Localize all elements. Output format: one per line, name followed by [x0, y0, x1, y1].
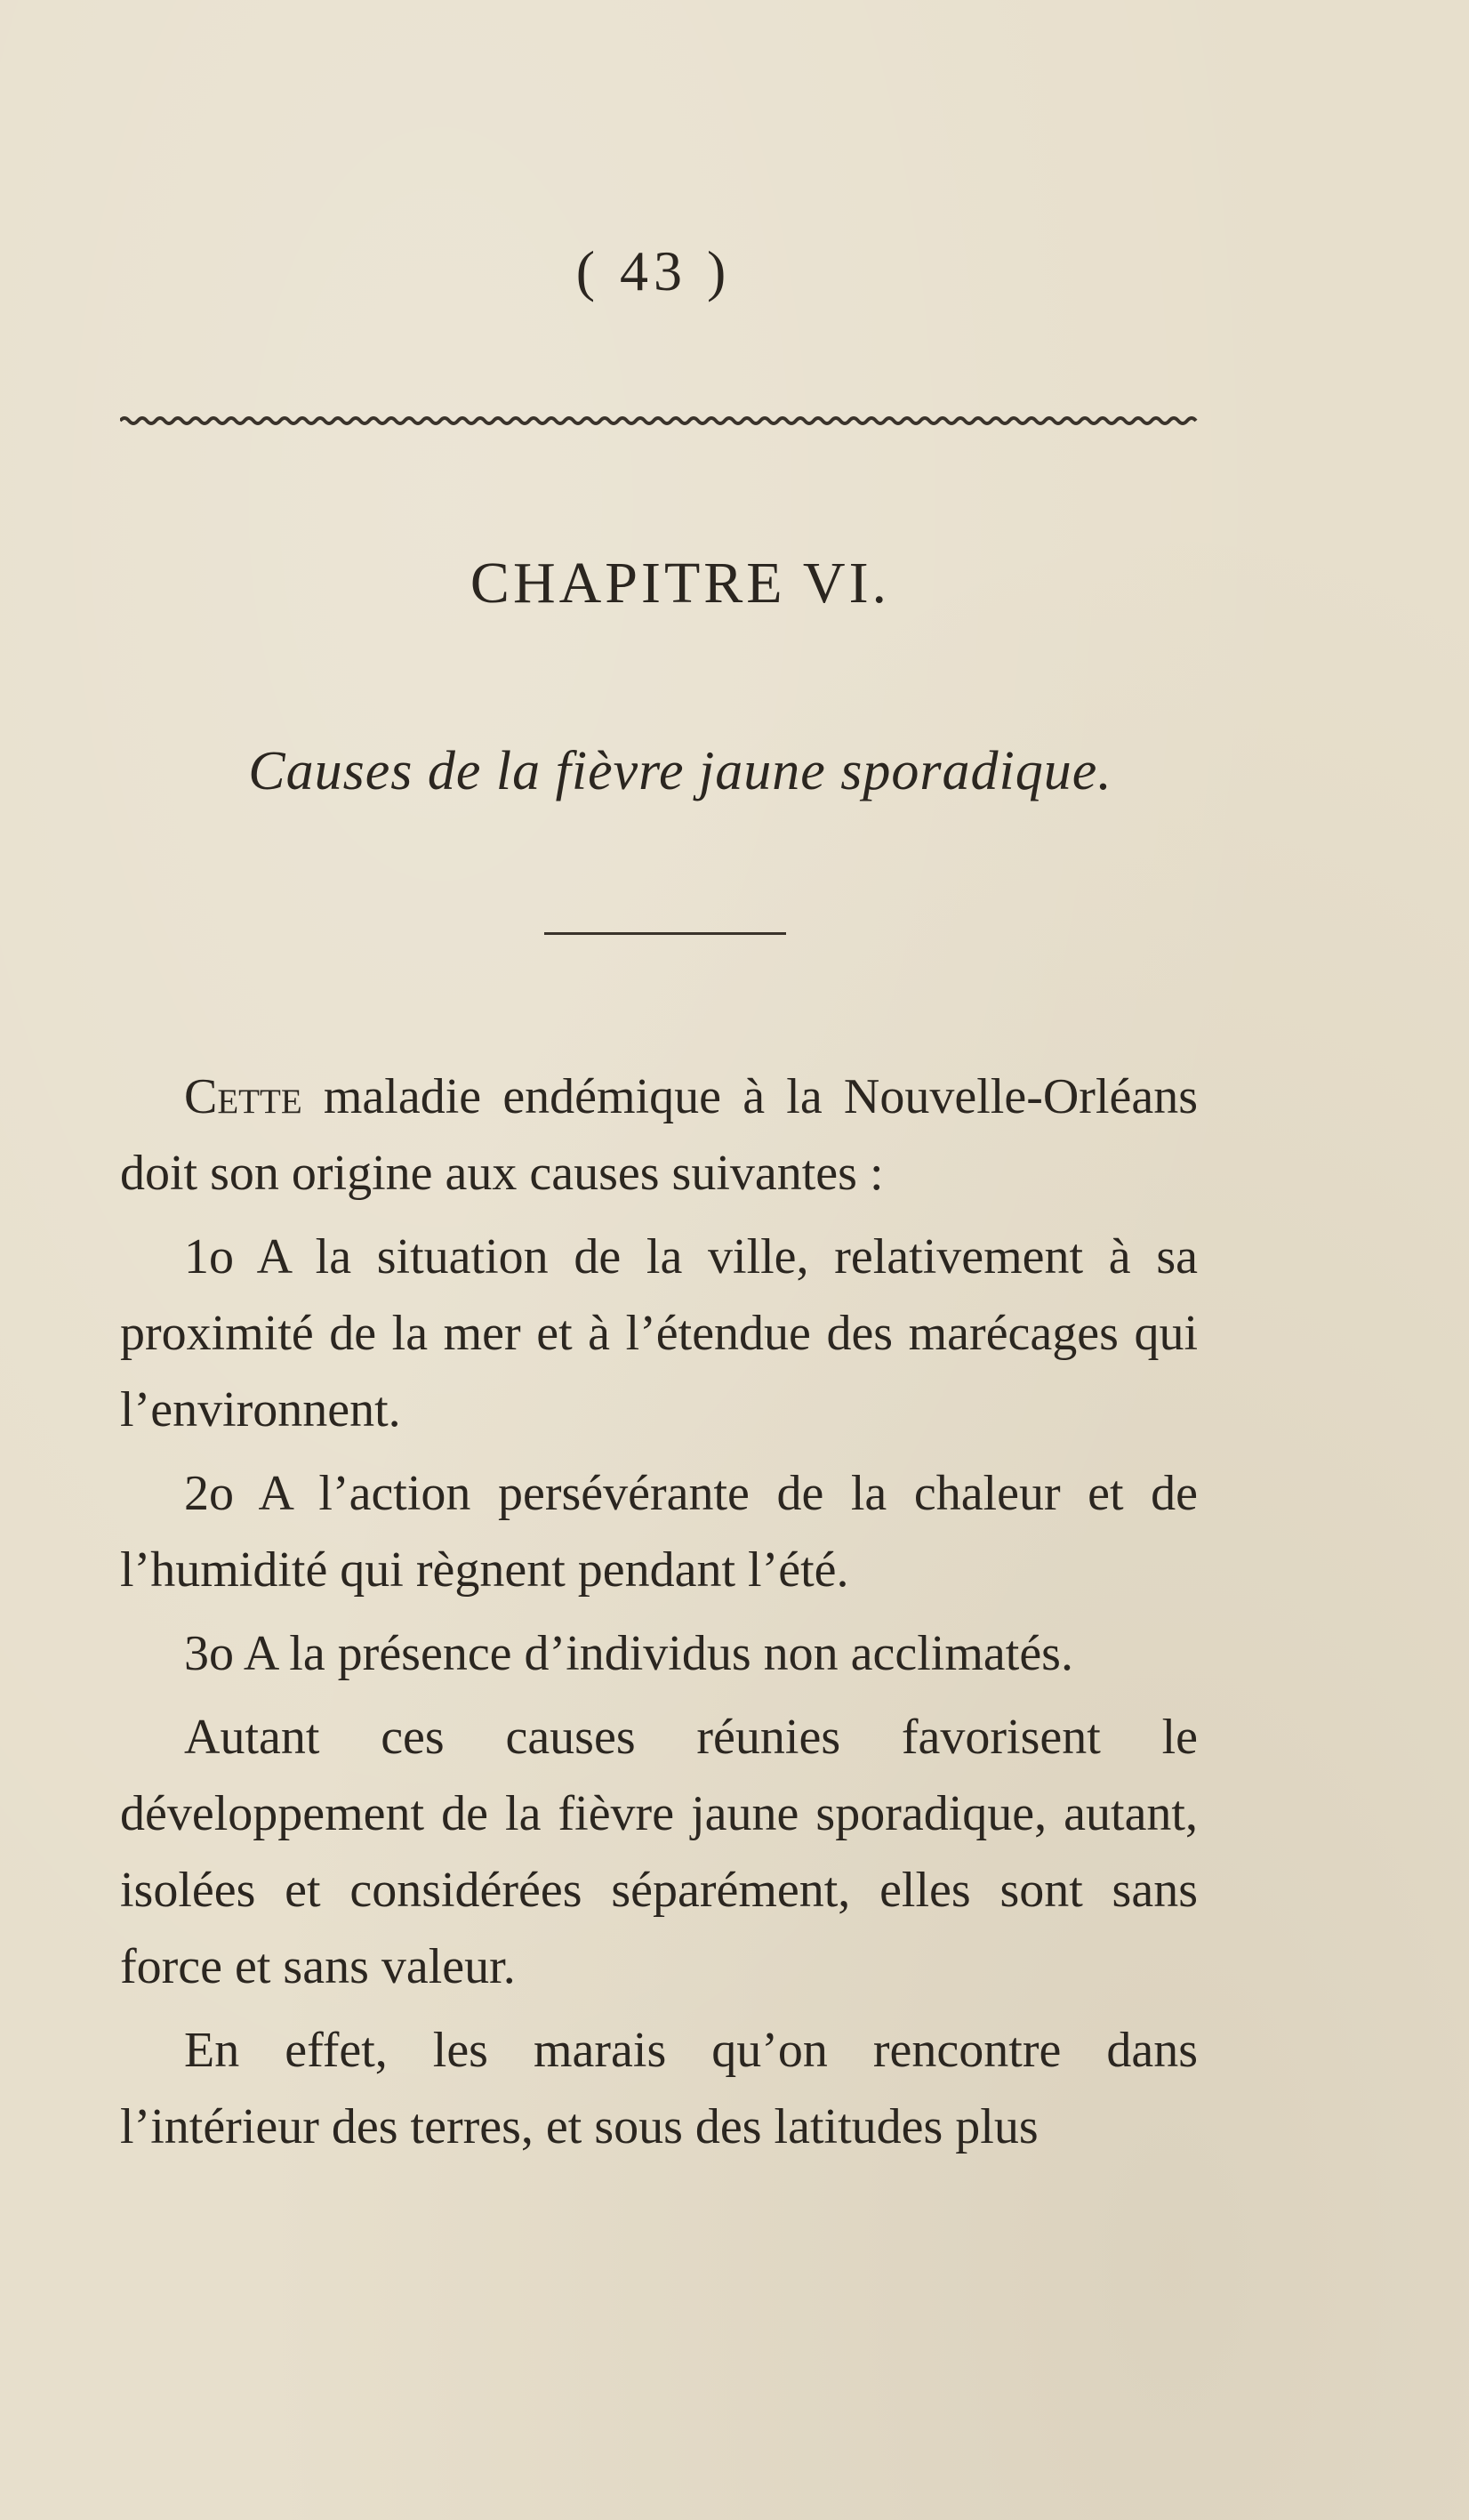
paragraph-text: maladie endémique à la Nouvelle-Orléans doit son origine aux causes suivantes :: [120, 1069, 1198, 1201]
paragraph: [120, 1615, 1198, 1692]
chapter-title: CHAPITRE VI.: [470, 551, 891, 616]
body-text: [120, 1059, 1198, 2172]
section-divider: [544, 932, 786, 935]
page-number: ( 43 ): [575, 239, 732, 302]
paragraph-text: 3o A la présence d’individus non acclimatés.: [184, 1626, 1073, 1681]
paragraph-text: En effet, les marais qu’on rencontre dans l’intérieur des terres, et sous des latitudes plus: [120, 2023, 1198, 2154]
paragraph: [120, 1219, 1198, 1448]
paragraph-lead: Cette: [184, 1069, 302, 1124]
paragraph-text: 2o A l’action persévérante de la chaleur et de l’humidité qui règnent pendant l’été.: [120, 1466, 1198, 1598]
ornamental-rule: [120, 415, 1200, 427]
paragraph-text: 1o A la situation de la ville, relativement à sa proximité de la mer et à l’étendue des marécages qui l’environnent.: [120, 1229, 1198, 1437]
paragraph: [120, 2012, 1198, 2165]
paragraph-text: Autant ces causes réunies favorisent le développement de la fièvre jaune sporadique, autant, isolées et considérées séparément, elles sont sans force et sans valeur.: [120, 1710, 1198, 1994]
paragraph: [120, 1059, 1198, 1212]
paragraph: [120, 1699, 1198, 2005]
paragraph: [120, 1455, 1198, 1608]
chapter-subtitle: Causes de la fièvre jaune sporadique.: [248, 741, 1112, 801]
